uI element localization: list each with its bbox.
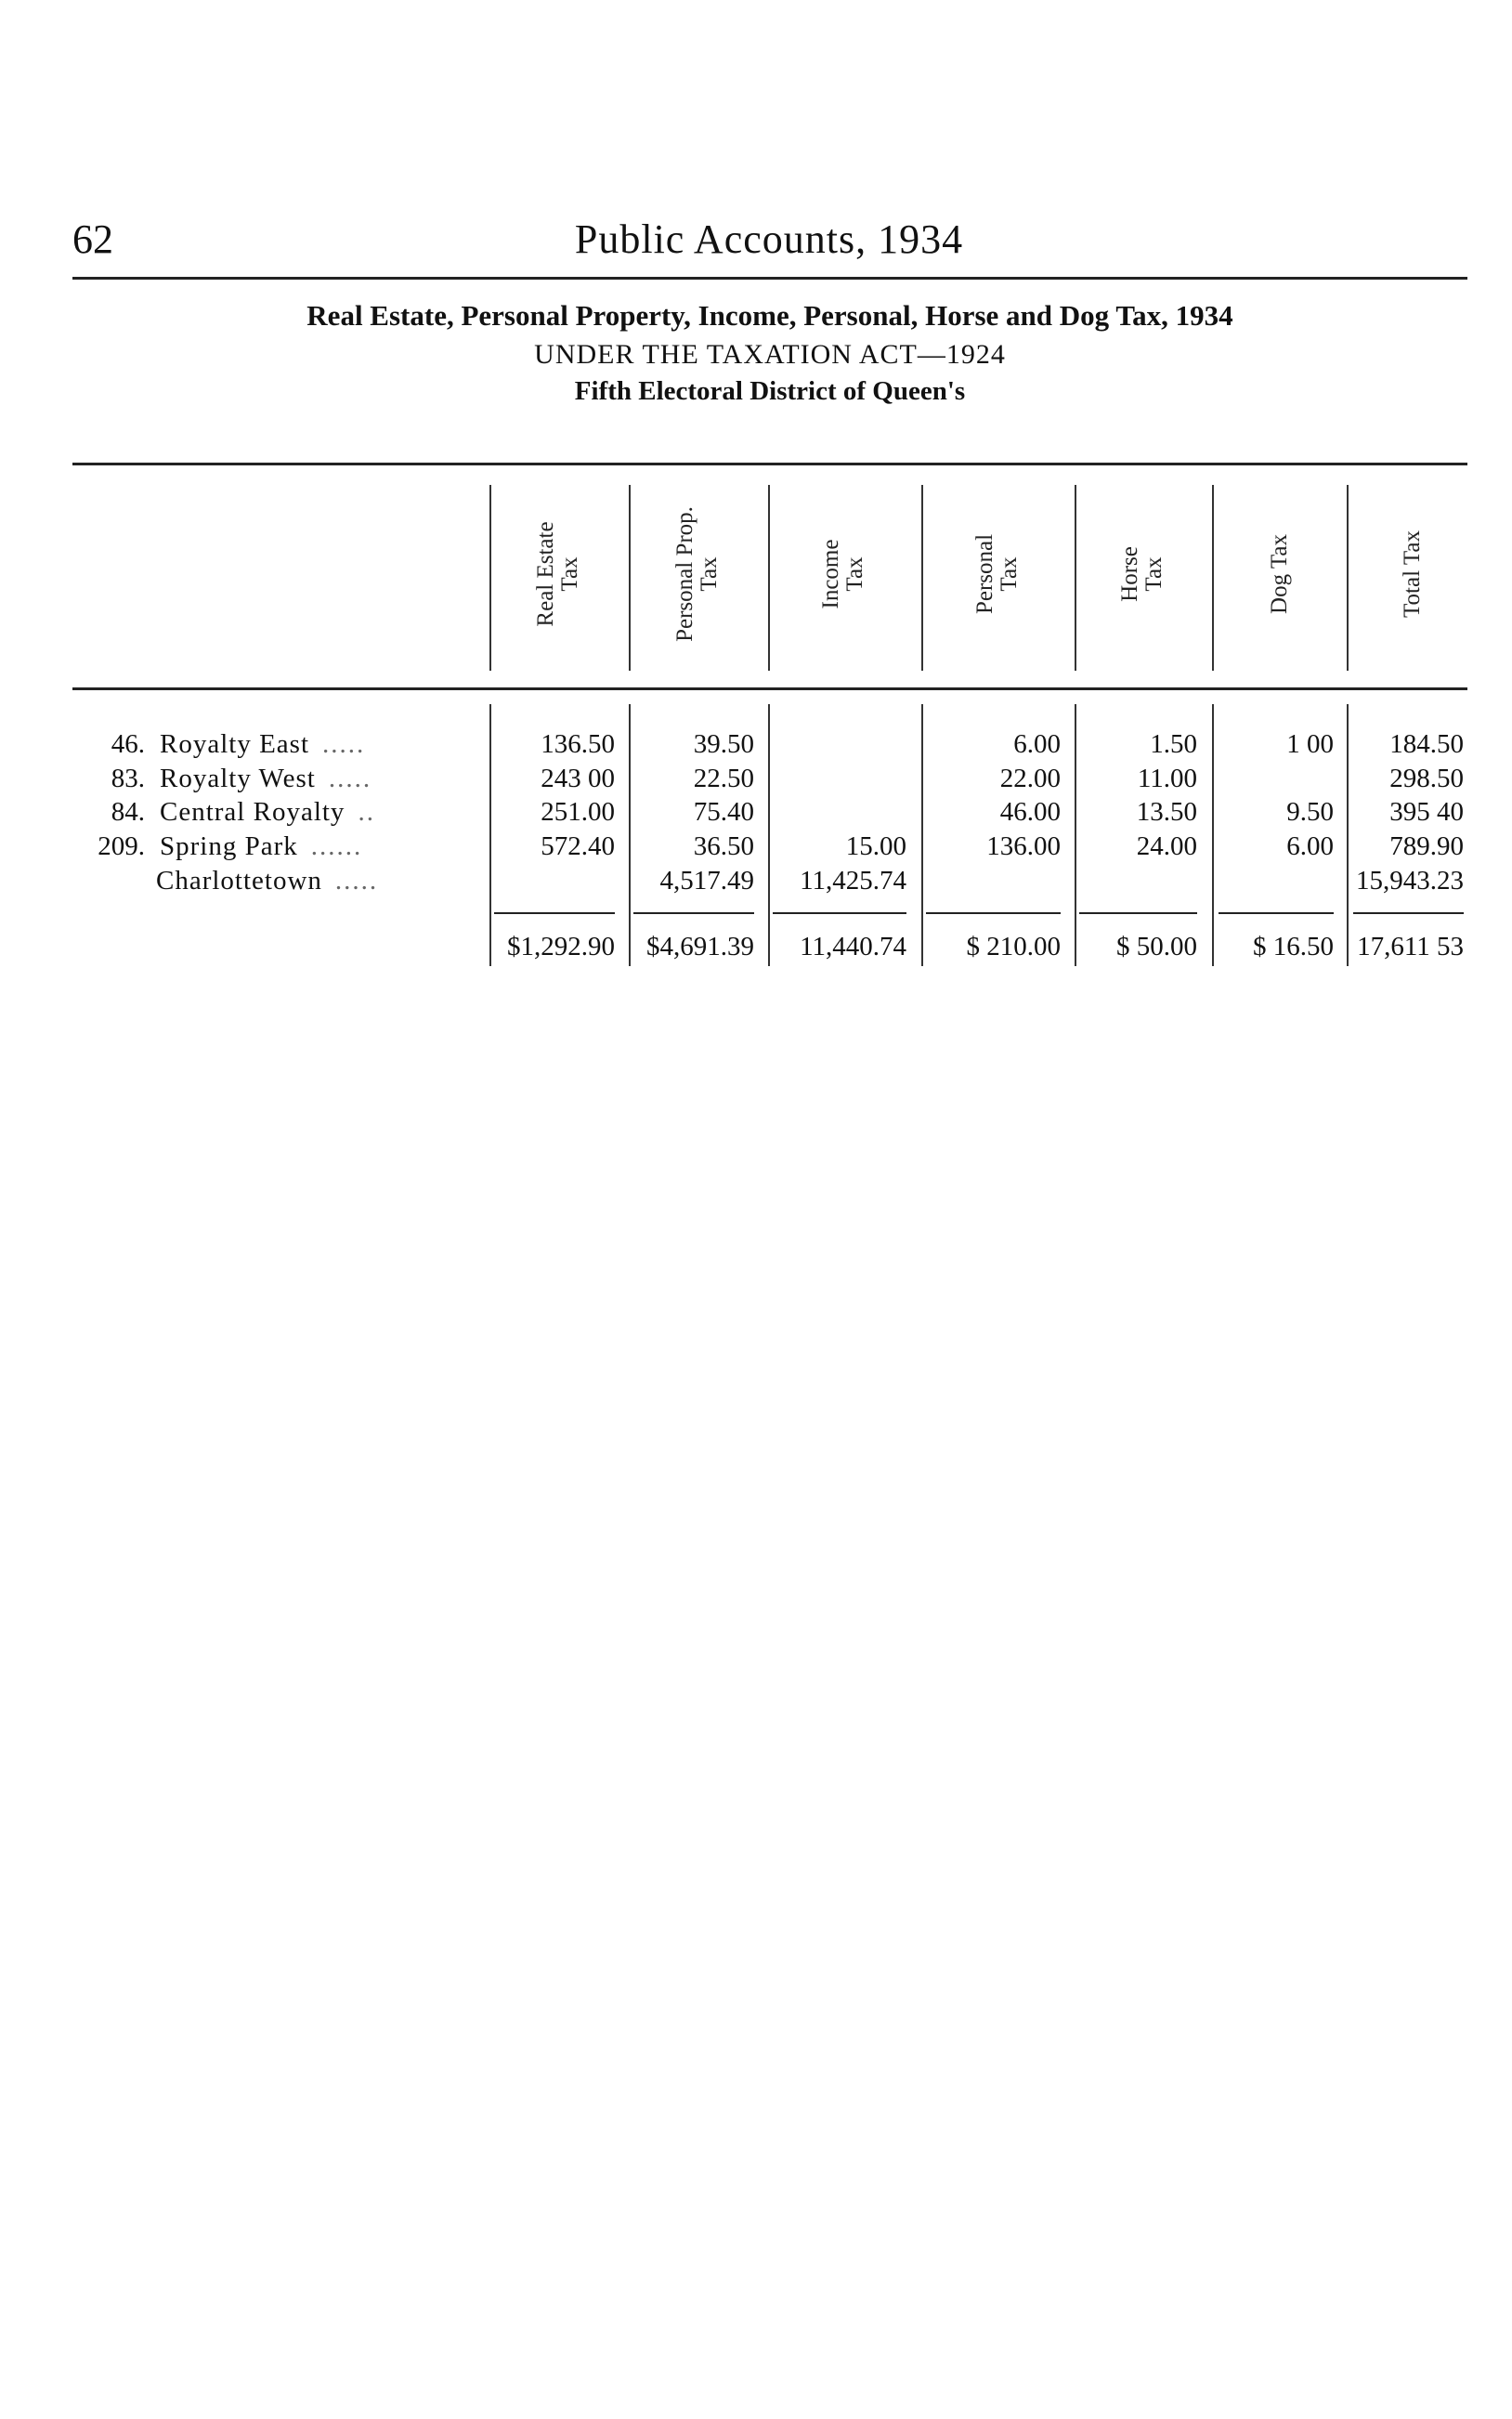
value-cell: 1 00 (1286, 729, 1334, 759)
district-name (160, 729, 365, 760)
row-number: 83. (111, 764, 145, 793)
value-cell: 1.50 (1150, 729, 1197, 759)
svg-text:Personal Prop.: Personal Prop. (672, 506, 697, 642)
header-divider (1347, 485, 1349, 671)
row-number: 84. (111, 797, 145, 827)
sum-rule (1219, 912, 1334, 914)
value-cell: 46.00 (999, 797, 1061, 827)
table-subtitle-act: UNDER THE TAXATION ACT—1924 (534, 339, 1006, 370)
district-name (160, 831, 362, 862)
value-cell: 22.50 (693, 764, 754, 793)
total-cell: 11,440.74 (800, 932, 906, 961)
value-cell: 4,517.49 (659, 866, 754, 896)
district-name-text: Central Royalty (160, 797, 345, 827)
value-cell: 22.00 (999, 764, 1061, 793)
sum-rule (1079, 912, 1197, 914)
header-divider (1075, 485, 1076, 671)
svg-text:Tax: Tax (697, 556, 722, 592)
leader-dots: .. (358, 797, 375, 827)
header-rule (72, 277, 1467, 280)
header-divider (768, 485, 770, 671)
district-name (156, 866, 378, 896)
value-cell: 9.50 (1286, 797, 1334, 827)
value-cell: 395 40 (1389, 797, 1464, 827)
svg-text:Dog Tax: Dog Tax (1267, 534, 1292, 614)
row-number: 46. (111, 729, 145, 759)
district-name-text: Charlottetown (156, 866, 322, 896)
svg-text:Total Tax: Total Tax (1399, 530, 1425, 618)
total-cell: $4,691.39 (646, 932, 754, 961)
value-cell: 39.50 (693, 729, 754, 759)
total-cell: $ 16.50 (1253, 932, 1334, 961)
value-cell: 243 00 (541, 764, 615, 793)
district-name-text: Royalty West (160, 764, 316, 793)
value-cell: 15,943.23 (1356, 866, 1464, 896)
total-cell: 17,611 53 (1357, 932, 1464, 961)
sum-rule (494, 912, 615, 914)
table-row (0, 729, 1512, 765)
svg-text:Horse: Horse (1116, 546, 1142, 602)
svg-text:Tax: Tax (557, 556, 582, 592)
value-cell: 11,425.74 (800, 866, 906, 896)
sum-rule (1353, 912, 1464, 914)
column-header-3 (958, 481, 1033, 667)
value-cell: 13.50 (1136, 797, 1197, 827)
svg-text:Income: Income (818, 539, 843, 609)
svg-text:Real Estate: Real Estate (533, 521, 558, 627)
table-row (0, 797, 1512, 832)
table-row (0, 831, 1512, 867)
district-name (160, 797, 375, 828)
row-number: 209. (98, 831, 145, 861)
total-cell: $ 50.00 (1116, 932, 1197, 961)
value-cell: 184.50 (1389, 729, 1464, 759)
svg-text:Tax: Tax (1141, 556, 1167, 592)
leader-dots: ..... (334, 866, 379, 896)
leader-dots: ..... (322, 729, 366, 759)
page-header (72, 216, 1466, 277)
column-header-2 (804, 481, 879, 667)
table-row (0, 866, 1512, 901)
sum-rule (926, 912, 1061, 914)
leader-dots: ...... (310, 831, 363, 861)
value-cell: 6.00 (1286, 831, 1334, 861)
column-header-5 (1241, 481, 1315, 667)
column-header-0 (519, 481, 593, 667)
value-cell: 11.00 (1137, 764, 1197, 793)
header-divider (489, 485, 491, 671)
value-cell: 789.90 (1389, 831, 1464, 861)
svg-text:Personal: Personal (971, 533, 997, 615)
running-title: Public Accounts, 1934 (574, 216, 964, 262)
value-cell: 251.00 (541, 797, 615, 827)
sum-rule (773, 912, 906, 914)
value-cell: 6.00 (1013, 729, 1061, 759)
leader-dots: ..... (328, 764, 372, 793)
svg-text:Tax: Tax (996, 556, 1022, 592)
page-number: 62 (72, 216, 113, 262)
table-row (0, 764, 1512, 799)
column-header-4 (1103, 481, 1178, 667)
sum-rule (633, 912, 754, 914)
header-divider (921, 485, 923, 671)
table-top-rule (72, 463, 1467, 465)
header-divider (1212, 485, 1214, 671)
table-subtitle-district: Fifth Electoral District of Queen's (574, 376, 966, 406)
column-header-6 (1374, 481, 1448, 667)
district-name (160, 764, 371, 794)
value-cell: 36.50 (693, 831, 754, 861)
table-header-rule (72, 687, 1467, 690)
total-cell: $ 210.00 (966, 932, 1061, 961)
value-cell: 572.40 (541, 831, 615, 861)
value-cell: 24.00 (1136, 831, 1197, 861)
table-title: Real Estate, Personal Property, Income, Personal, Horse and Dog Tax, 1934 (306, 299, 1233, 332)
district-name-text: Royalty East (160, 729, 310, 759)
value-cell: 15.00 (845, 831, 906, 861)
header-divider (629, 485, 631, 671)
value-cell: 136.50 (541, 729, 615, 759)
value-cell: 136.00 (986, 831, 1061, 861)
totals-values (0, 932, 1512, 967)
value-cell: 298.50 (1389, 764, 1464, 793)
district-name-text: Spring Park (160, 831, 298, 861)
column-header-1 (658, 481, 733, 667)
value-cell: 75.40 (693, 797, 754, 827)
total-cell: $1,292.90 (507, 932, 615, 961)
svg-text:Tax: Tax (842, 556, 867, 592)
